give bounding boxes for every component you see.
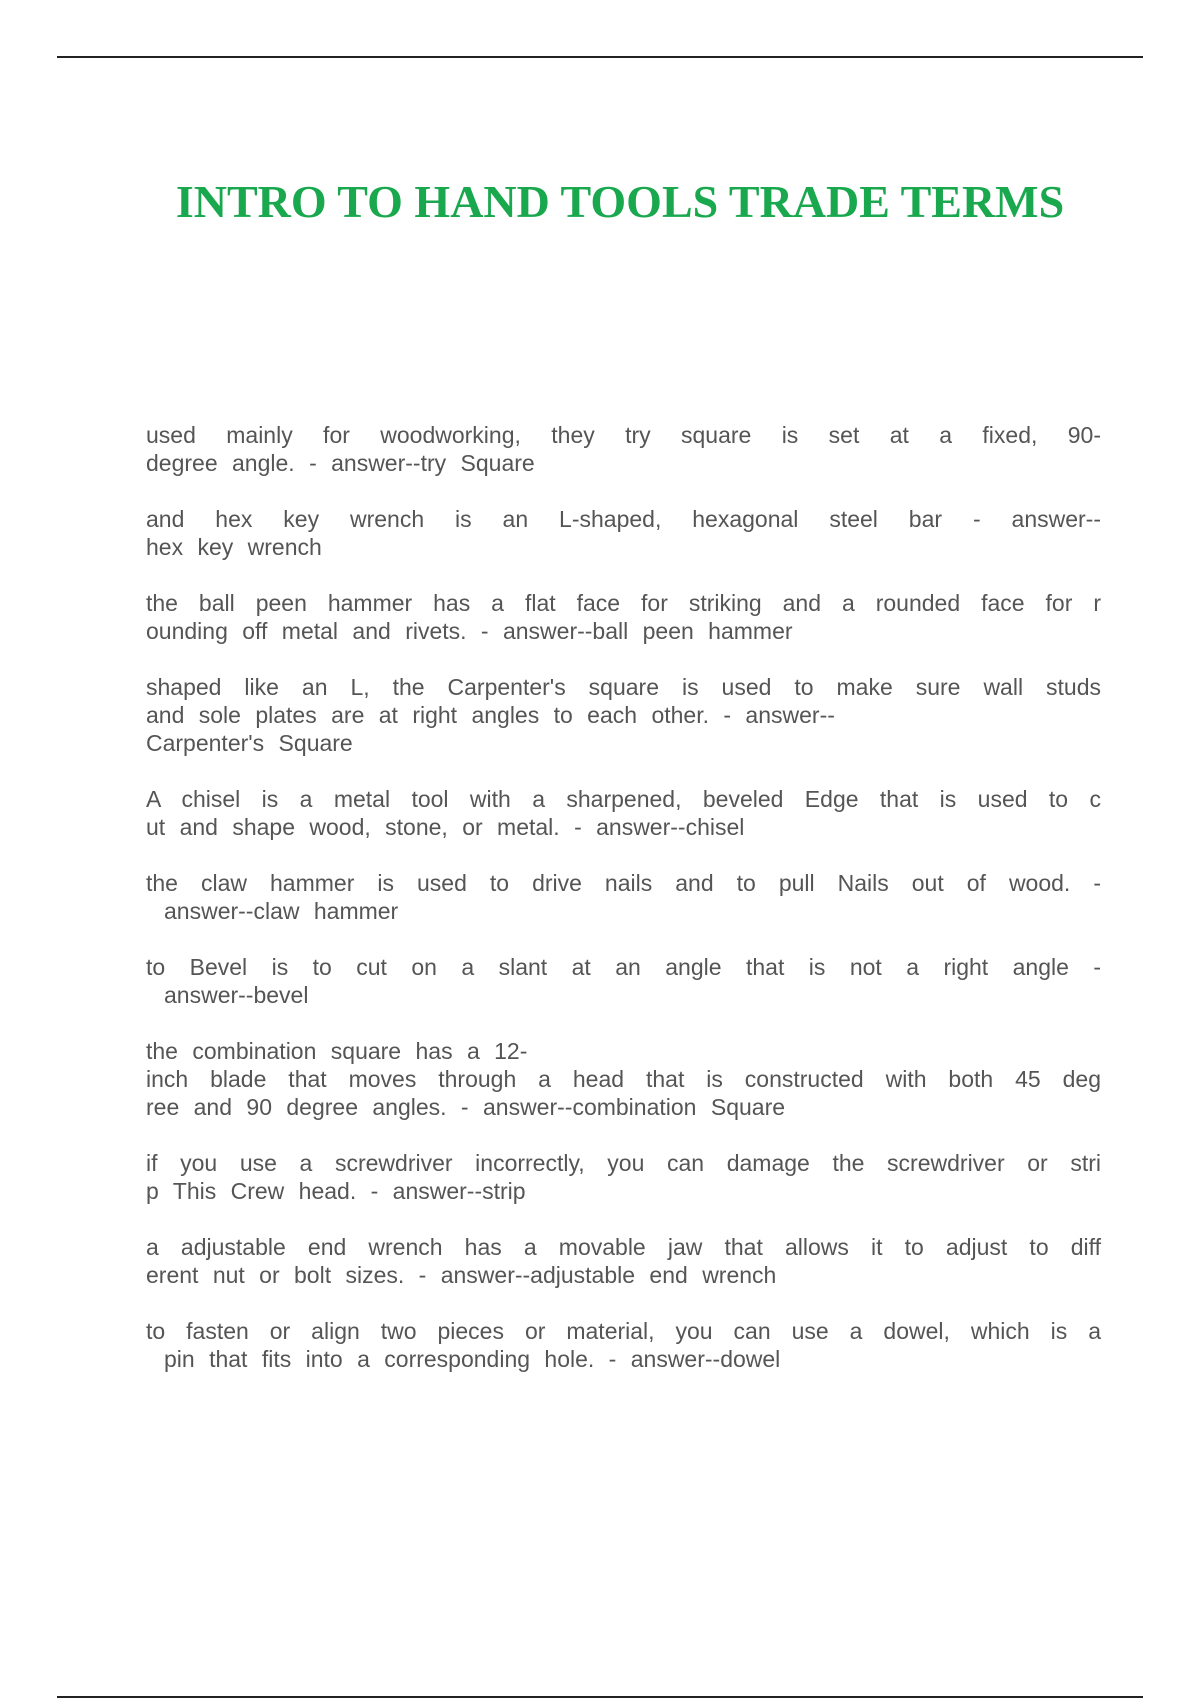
- entry-line: Carpenter's Square: [146, 730, 353, 756]
- entry-line: if you use a screwdriver incorrectly, you can damage the screwdriver or stri: [146, 1150, 1101, 1176]
- bottom-rule: [57, 1696, 1143, 1698]
- entry-line: pin that fits into a corresponding hole. - answer--dowel: [164, 1346, 781, 1372]
- entry-line: shaped like an L, the Carpenter's square is used to make sure wall studs: [146, 674, 1101, 700]
- entry-chisel: [146, 785, 1101, 841]
- entry-line: the ball peen hammer has a flat face for striking and a rounded face for r: [146, 590, 1101, 616]
- entry-line: degree angle. - answer--try Square: [146, 450, 535, 476]
- entry-line: and hex key wrench is an L-shaped, hexagonal steel bar - answer--: [146, 506, 1101, 532]
- entry-line: ree and 90 degree angles. - answer--combination Square: [146, 1094, 786, 1120]
- document-title: INTRO TO HAND TOOLS TRADE TERMS: [175, 176, 1065, 227]
- entry-line: to Bevel is to cut on a slant at an angle that is not a right angle -: [146, 954, 1101, 980]
- entry-line: the claw hammer is used to drive nails and to pull Nails out of wood. -: [146, 870, 1101, 896]
- entry-list: [146, 421, 1101, 1401]
- entry-claw-hammer: [146, 869, 1101, 925]
- entry-line: hex key wrench: [146, 534, 322, 560]
- entry-ball-peen-hammer: [146, 589, 1101, 645]
- entry-dowel: [146, 1317, 1101, 1373]
- entry-line: used mainly for woodworking, they try square is set at a fixed, 90-: [146, 422, 1101, 448]
- top-rule: [57, 56, 1143, 58]
- entry-line: to fasten or align two pieces or material, you can use a dowel, which is a: [146, 1318, 1101, 1344]
- entry-line: A chisel is a metal tool with a sharpened, beveled Edge that is used to c: [146, 786, 1101, 812]
- entry-hex-key-wrench: [146, 505, 1101, 561]
- entry-carpenters-square: [146, 673, 1101, 757]
- entry-line: the combination square has a 12-: [146, 1038, 528, 1064]
- entry-line: inch blade that moves through a head that is constructed with both 45 deg: [146, 1066, 1101, 1092]
- entry-try-square: [146, 421, 1101, 477]
- entry-line: ut and shape wood, stone, or metal. - answer--chisel: [146, 814, 745, 840]
- entry-line: answer--claw hammer: [164, 898, 399, 924]
- entry-combination-square: [146, 1037, 1101, 1121]
- entry-line: erent nut or bolt sizes. - answer--adjustable end wrench: [146, 1262, 777, 1288]
- entry-line: and sole plates are at right angles to each other. - answer--: [146, 702, 835, 728]
- entry-bevel: [146, 953, 1101, 1009]
- entry-adjustable-end-wrench: [146, 1233, 1101, 1289]
- entry-line: p This Crew head. - answer--strip: [146, 1178, 526, 1204]
- entry-line: a adjustable end wrench has a movable jaw that allows it to adjust to diff: [146, 1234, 1101, 1260]
- entry-strip: [146, 1149, 1101, 1205]
- entry-line: answer--bevel: [164, 982, 309, 1008]
- entry-line: ounding off metal and rivets. - answer--ball peen hammer: [146, 618, 793, 644]
